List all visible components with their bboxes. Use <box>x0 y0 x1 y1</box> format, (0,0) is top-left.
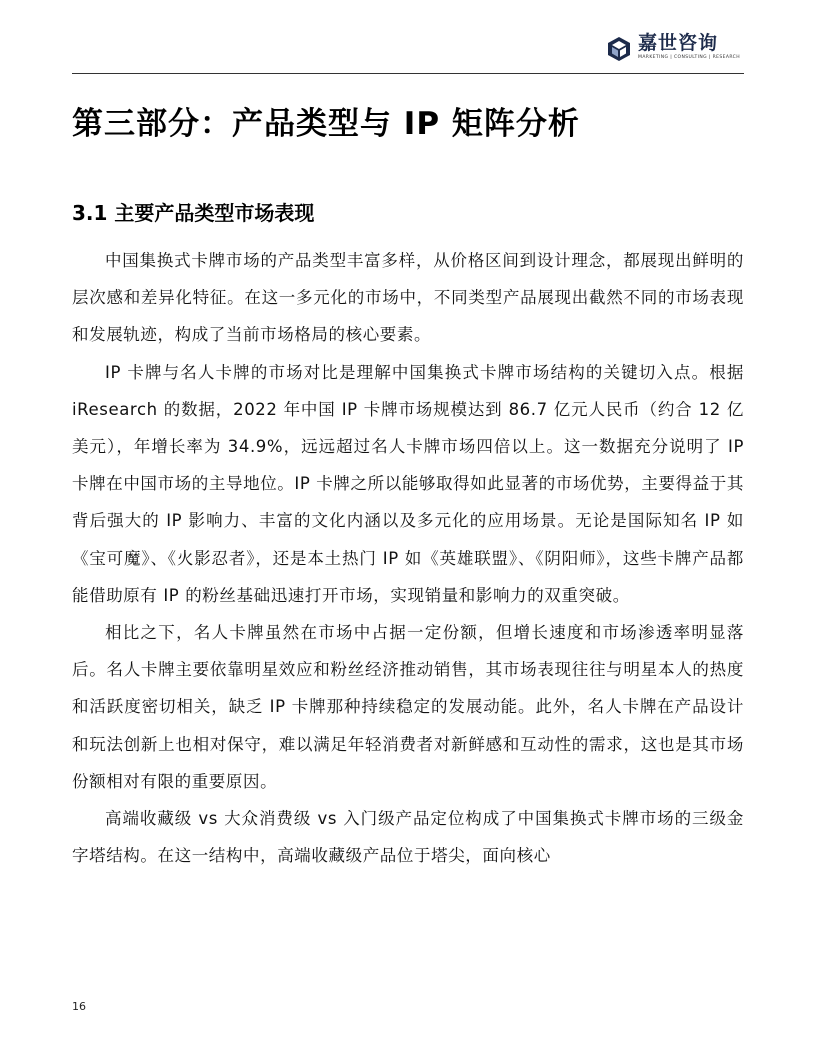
brand-name: 嘉世咨询 <box>638 32 719 54</box>
page-number: 16 <box>72 1000 86 1013</box>
paragraph: 相比之下，名人卡牌虽然在市场中占据一定份额，但增长速度和市场渗透率明显落后。名人卡牌主要依靠明星效应和粉丝经济推动销售，其市场表现往往与明星本人的热度和活跃度密切相关，缺乏 IP 卡牌那种持续稳定的发展动能。此外，名人卡牌在产品设计和玩法创新上也相对保守，难以满足年轻消费者对新鲜感和互动性的需求，这也是其市场份额相对有限的重要原因。 <box>72 623 744 791</box>
paragraph: 高端收藏级 vs 大众消费级 vs 入门级产品定位构成了中国集换式卡牌市场的三级金字塔结构。在这一结构中，高端收藏级产品位于塔尖，面向核心 <box>72 809 744 866</box>
brand-tagline: MARKETING | CONSULTING | RESEARCH <box>638 55 740 60</box>
section-title: 3.1 主要产品类型市场表现 <box>72 201 315 225</box>
chapter-title: 第三部分：产品类型与 IP 矩阵分析 <box>72 106 580 142</box>
body-text <box>72 242 744 874</box>
hexagon-cube-icon <box>606 36 632 62</box>
page-header <box>72 0 744 74</box>
paragraph: 中国集换式卡牌市场的产品类型丰富多样，从价格区间到设计理念，都展现出鲜明的层次感和差异化特征。在这一多元化的市场中，不同类型产品展现出截然不同的市场表现和发展轨迹，构成了当前市场格局的核心要素。 <box>72 251 744 345</box>
brand-logo <box>606 32 740 68</box>
paragraph: IP 卡牌与名人卡牌的市场对比是理解中国集换式卡牌市场结构的关键切入点。根据 iResearch 的数据，2022 年中国 IP 卡牌市场规模达到 86.7 亿元人民币（约合 12 亿美元），年增长率为 34.9%，远远超过名人卡牌市场四倍以上。这一数据充分说明了 IP 卡牌在中国市场的主导地位。IP 卡牌之所以能够取得如此显著的市场优势，主要得益于其背后强大的 IP 影响力、丰富的文化内涵以及多元化的应用场景。无论是国际知名 IP 如《宝可魔》、《火影忍者》，还是本土热门 IP 如《英雄联盟》、《阴阳师》，这些卡牌产品都能借助原有 IP 的粉丝基础迅速打开市场，实现销量和影响力的双重突破。 <box>72 362 744 605</box>
